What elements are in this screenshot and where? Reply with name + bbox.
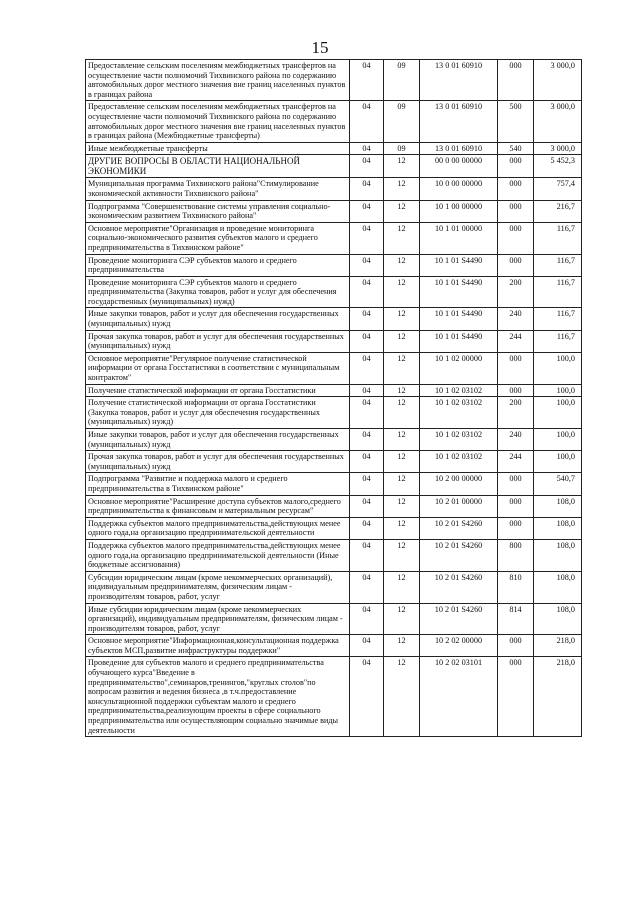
- row-name-cell: Основное мероприятие"Информационная,консультационная поддержка субъектов МСП,развитие инфраструктуры поддержки": [86, 635, 350, 657]
- row-target-article-cell: 13 0 01 60910: [420, 142, 498, 155]
- row-target-article-cell: 10 2 01 S4260: [420, 603, 498, 635]
- row-amount-cell: 108,0: [534, 603, 582, 635]
- row-section-code-cell: 04: [350, 397, 384, 429]
- row-section-code-cell: 04: [350, 200, 384, 222]
- row-section-code-cell: 04: [350, 384, 384, 397]
- row-name-cell: Получение статистической информации от органа Госстатистики (Закупка товаров, работ и услуг для обеспечения государственных (муниципальных) нужд): [86, 397, 350, 429]
- table-row: [86, 222, 582, 254]
- row-section-code-cell: 04: [350, 495, 384, 517]
- row-section-code-cell: 04: [350, 308, 384, 330]
- row-target-article-cell: 10 1 02 03102: [420, 451, 498, 473]
- row-target-article-cell: 10 1 01 00000: [420, 222, 498, 254]
- row-name-cell: Проведение для субъектов малого и среднего предпринимательства обучающего курса"Введение в предпринимательство",семинаров,тренингов,"круглых столов"по вопросам развития и ведения бизнеса ,в т.ч.предоставление консультационной поддержки субъектам малого и среднего предпринимательства,реализующим проекты в сфере социального предпринимательства или осуществляющим социально значимые виды деятельности: [86, 657, 350, 737]
- row-subsection-code-cell: 12: [384, 571, 420, 603]
- row-amount-cell: 218,0: [534, 635, 582, 657]
- row-amount-cell: 116,7: [534, 308, 582, 330]
- table-row: [86, 429, 582, 451]
- row-name-cell: Подпрограмма "Развитие и поддержка малого и среднего предпринимательства в Тихвинском районе": [86, 473, 350, 495]
- row-subsection-code-cell: 12: [384, 200, 420, 222]
- row-subsection-code-cell: 12: [384, 473, 420, 495]
- row-amount-cell: 108,0: [534, 539, 582, 571]
- table-row: [86, 308, 582, 330]
- row-amount-cell: 3 000,0: [534, 60, 582, 101]
- row-subsection-code-cell: 12: [384, 254, 420, 276]
- row-section-code-cell: 04: [350, 571, 384, 603]
- row-section-code-cell: 04: [350, 657, 384, 737]
- table-row: [86, 101, 582, 142]
- table-row: [86, 200, 582, 222]
- row-expense-type-cell: 200: [498, 276, 534, 308]
- row-expense-type-cell: 000: [498, 200, 534, 222]
- row-subsection-code-cell: 12: [384, 517, 420, 539]
- row-target-article-cell: 10 1 01 S4490: [420, 308, 498, 330]
- row-expense-type-cell: 000: [498, 495, 534, 517]
- row-name-cell: Иные субсидии юридическим лицам (кроме некоммерческих организаций), индивидуальным предпринимателям, физическим лицам - производителям товаров, работ, услуг: [86, 603, 350, 635]
- row-section-code-cell: 04: [350, 254, 384, 276]
- row-target-article-cell: 10 2 01 S4260: [420, 571, 498, 603]
- row-target-article-cell: 10 2 01 00000: [420, 495, 498, 517]
- row-target-article-cell: 10 2 02 00000: [420, 635, 498, 657]
- row-expense-type-cell: 500: [498, 101, 534, 142]
- row-section-code-cell: 04: [350, 635, 384, 657]
- row-section-code-cell: 04: [350, 429, 384, 451]
- row-subsection-code-cell: 09: [384, 101, 420, 142]
- page-number: 15: [311, 38, 329, 57]
- row-amount-cell: 100,0: [534, 397, 582, 429]
- table-row: [86, 517, 582, 539]
- row-expense-type-cell: 000: [498, 222, 534, 254]
- row-name-cell: Поддержка субъектов малого предпринимательства,действующих менее одного года,на организацию предпринимательской деятельности (Иные бюджетные ассигнования): [86, 539, 350, 571]
- row-name-cell: Иные межбюджетные трансферты: [86, 142, 350, 155]
- row-expense-type-cell: 810: [498, 571, 534, 603]
- row-target-article-cell: 13 0 01 60910: [420, 60, 498, 101]
- table-row: [86, 397, 582, 429]
- row-subsection-code-cell: 12: [384, 495, 420, 517]
- row-section-code-cell: 04: [350, 101, 384, 142]
- row-subsection-code-cell: 12: [384, 352, 420, 384]
- row-name-cell: Поддержка субъектов малого предпринимательства,действующих менее одного года,на организацию предпринимательской деятельности: [86, 517, 350, 539]
- row-amount-cell: 116,7: [534, 330, 582, 352]
- table-row: [86, 352, 582, 384]
- row-expense-type-cell: 540: [498, 142, 534, 155]
- row-section-code-cell: 04: [350, 178, 384, 200]
- budget-table: [85, 59, 582, 737]
- row-name-cell: Проведение мониторинга СЭР субъектов малого и среднего предпринимательства (Закупка товаров, работ и услуг для обеспечения государственных (муниципальных) нужд): [86, 276, 350, 308]
- row-amount-cell: 108,0: [534, 495, 582, 517]
- row-section-code-cell: 04: [350, 539, 384, 571]
- table-row: [86, 473, 582, 495]
- row-amount-cell: 100,0: [534, 429, 582, 451]
- row-amount-cell: 5 452,3: [534, 155, 582, 178]
- row-expense-type-cell: 244: [498, 330, 534, 352]
- row-expense-type-cell: 000: [498, 384, 534, 397]
- row-amount-cell: 100,0: [534, 352, 582, 384]
- row-name-cell: Получение статистической информации от органа Госстатистики: [86, 384, 350, 397]
- table-row: [86, 603, 582, 635]
- row-amount-cell: 108,0: [534, 517, 582, 539]
- row-name-cell: Иные закупки товаров, работ и услуг для обеспечения государственных (муниципальных) нужд: [86, 429, 350, 451]
- row-target-article-cell: 10 2 01 S4260: [420, 539, 498, 571]
- row-section-code-cell: 04: [350, 517, 384, 539]
- table-row: [86, 178, 582, 200]
- row-expense-type-cell: 000: [498, 254, 534, 276]
- row-target-article-cell: 10 2 02 03101: [420, 657, 498, 737]
- row-subsection-code-cell: 12: [384, 539, 420, 571]
- row-amount-cell: 216,7: [534, 200, 582, 222]
- row-amount-cell: 100,0: [534, 384, 582, 397]
- table-row: [86, 495, 582, 517]
- row-expense-type-cell: 000: [498, 473, 534, 495]
- row-target-article-cell: 10 2 00 00000: [420, 473, 498, 495]
- row-target-article-cell: 10 1 02 00000: [420, 352, 498, 384]
- row-subsection-code-cell: 12: [384, 276, 420, 308]
- row-subsection-code-cell: 12: [384, 222, 420, 254]
- row-amount-cell: 757,4: [534, 178, 582, 200]
- row-amount-cell: 100,0: [534, 451, 582, 473]
- row-expense-type-cell: 240: [498, 308, 534, 330]
- row-section-code-cell: 04: [350, 451, 384, 473]
- row-expense-type-cell: 200: [498, 397, 534, 429]
- row-target-article-cell: 10 1 02 03102: [420, 384, 498, 397]
- row-subsection-code-cell: 12: [384, 178, 420, 200]
- row-amount-cell: 540,7: [534, 473, 582, 495]
- row-name-cell: Прочая закупка товаров, работ и услуг для обеспечения государственных (муниципальных) нужд: [86, 330, 350, 352]
- row-target-article-cell: 10 1 02 03102: [420, 397, 498, 429]
- table-row: [86, 254, 582, 276]
- row-name-cell: Основное мероприятие"Организация и проведение мониторинга социально-экономического развития субъектов малого и среднего предпринимательства в Тихвинском районе": [86, 222, 350, 254]
- table-row: [86, 142, 582, 155]
- table-row: [86, 571, 582, 603]
- row-expense-type-cell: 000: [498, 178, 534, 200]
- row-expense-type-cell: 000: [498, 155, 534, 178]
- row-subsection-code-cell: 12: [384, 384, 420, 397]
- budget-table-body: [86, 60, 582, 737]
- row-amount-cell: 116,7: [534, 254, 582, 276]
- row-section-code-cell: 04: [350, 276, 384, 308]
- row-name-cell: Основное мероприятие"Расширение доступа субъектов малого,среднего предпринимательства к финансовым и материальным ресурсам": [86, 495, 350, 517]
- row-subsection-code-cell: 09: [384, 60, 420, 101]
- row-expense-type-cell: 000: [498, 635, 534, 657]
- row-section-code-cell: 04: [350, 473, 384, 495]
- row-target-article-cell: 10 2 01 S4260: [420, 517, 498, 539]
- row-target-article-cell: 10 0 00 00000: [420, 178, 498, 200]
- row-amount-cell: 116,7: [534, 276, 582, 308]
- row-amount-cell: 3 000,0: [534, 142, 582, 155]
- row-amount-cell: 3 000,0: [534, 101, 582, 142]
- table-row: [86, 635, 582, 657]
- row-amount-cell: 116,7: [534, 222, 582, 254]
- row-target-article-cell: 10 1 02 03102: [420, 429, 498, 451]
- row-section-code-cell: 04: [350, 330, 384, 352]
- row-expense-type-cell: 000: [498, 517, 534, 539]
- row-name-cell: Субсидии юридическим лицам (кроме некоммерческих организаций), индивидуальным предпринимателям, физическим лицам - производителям товаров, работ, услуг: [86, 571, 350, 603]
- row-name-cell: Муниципальная программа Тихвинского района"Стимулирование экономической активности Тихвинского района": [86, 178, 350, 200]
- row-subsection-code-cell: 12: [384, 308, 420, 330]
- row-name-cell: Предоставление сельским поселениям межбюджетных трансфертов на осуществление части полномочий Тихвинского района по содержанию автомобильных дорог местного значения вне границ населенных пунктов в границах района: [86, 60, 350, 101]
- row-name-cell: Проведение мониторинга СЭР субъектов малого и среднего предпринимательства: [86, 254, 350, 276]
- row-expense-type-cell: 000: [498, 352, 534, 384]
- row-name-cell: Иные закупки товаров, работ и услуг для обеспечения государственных (муниципальных) нужд: [86, 308, 350, 330]
- row-target-article-cell: 10 1 01 S4490: [420, 276, 498, 308]
- row-subsection-code-cell: 12: [384, 397, 420, 429]
- row-target-article-cell: 13 0 01 60910: [420, 101, 498, 142]
- row-subsection-code-cell: 12: [384, 451, 420, 473]
- table-row: [86, 539, 582, 571]
- row-expense-type-cell: 240: [498, 429, 534, 451]
- row-subsection-code-cell: 12: [384, 603, 420, 635]
- row-section-code-cell: 04: [350, 60, 384, 101]
- row-section-code-cell: 04: [350, 603, 384, 635]
- table-row: [86, 384, 582, 397]
- row-expense-type-cell: 000: [498, 60, 534, 101]
- row-expense-type-cell: 814: [498, 603, 534, 635]
- row-name-cell: ДРУГИЕ ВОПРОСЫ В ОБЛАСТИ НАЦИОНАЛЬНОЙ ЭКОНОМИКИ: [86, 155, 350, 178]
- row-target-article-cell: 10 1 01 S4490: [420, 254, 498, 276]
- row-subsection-code-cell: 12: [384, 429, 420, 451]
- table-row: [86, 330, 582, 352]
- table-row: [86, 276, 582, 308]
- row-target-article-cell: 00 0 00 00000: [420, 155, 498, 178]
- row-target-article-cell: 10 1 00 00000: [420, 200, 498, 222]
- row-name-cell: Прочая закупка товаров, работ и услуг для обеспечения государственных (муниципальных) нужд: [86, 451, 350, 473]
- row-section-code-cell: 04: [350, 155, 384, 178]
- row-subsection-code-cell: 12: [384, 155, 420, 178]
- row-expense-type-cell: 800: [498, 539, 534, 571]
- row-section-code-cell: 04: [350, 142, 384, 155]
- row-expense-type-cell: 244: [498, 451, 534, 473]
- row-name-cell: Основное мероприятие"Регулярное получение статистической информации от органа Госстатистики в соответствии с муниципальным контрактом": [86, 352, 350, 384]
- row-name-cell: Предоставление сельским поселениям межбюджетных трансфертов на осуществление части полномочий Тихвинского района по содержанию автомобильных дорог местного значения вне границ населенных пунктов в границах района (Межбюджетные трансферты): [86, 101, 350, 142]
- table-row: [86, 155, 582, 178]
- row-name-cell: Подпрограмма "Совершенствование системы управления социально-экономическим развитием Тихвинского района": [86, 200, 350, 222]
- row-amount-cell: 108,0: [534, 571, 582, 603]
- row-target-article-cell: 10 1 01 S4490: [420, 330, 498, 352]
- row-subsection-code-cell: 12: [384, 635, 420, 657]
- row-subsection-code-cell: 09: [384, 142, 420, 155]
- table-row: [86, 60, 582, 101]
- row-subsection-code-cell: 12: [384, 657, 420, 737]
- row-section-code-cell: 04: [350, 222, 384, 254]
- row-section-code-cell: 04: [350, 352, 384, 384]
- table-row: [86, 451, 582, 473]
- table-row: [86, 657, 582, 737]
- row-subsection-code-cell: 12: [384, 330, 420, 352]
- row-amount-cell: 218,0: [534, 657, 582, 737]
- row-expense-type-cell: 000: [498, 657, 534, 737]
